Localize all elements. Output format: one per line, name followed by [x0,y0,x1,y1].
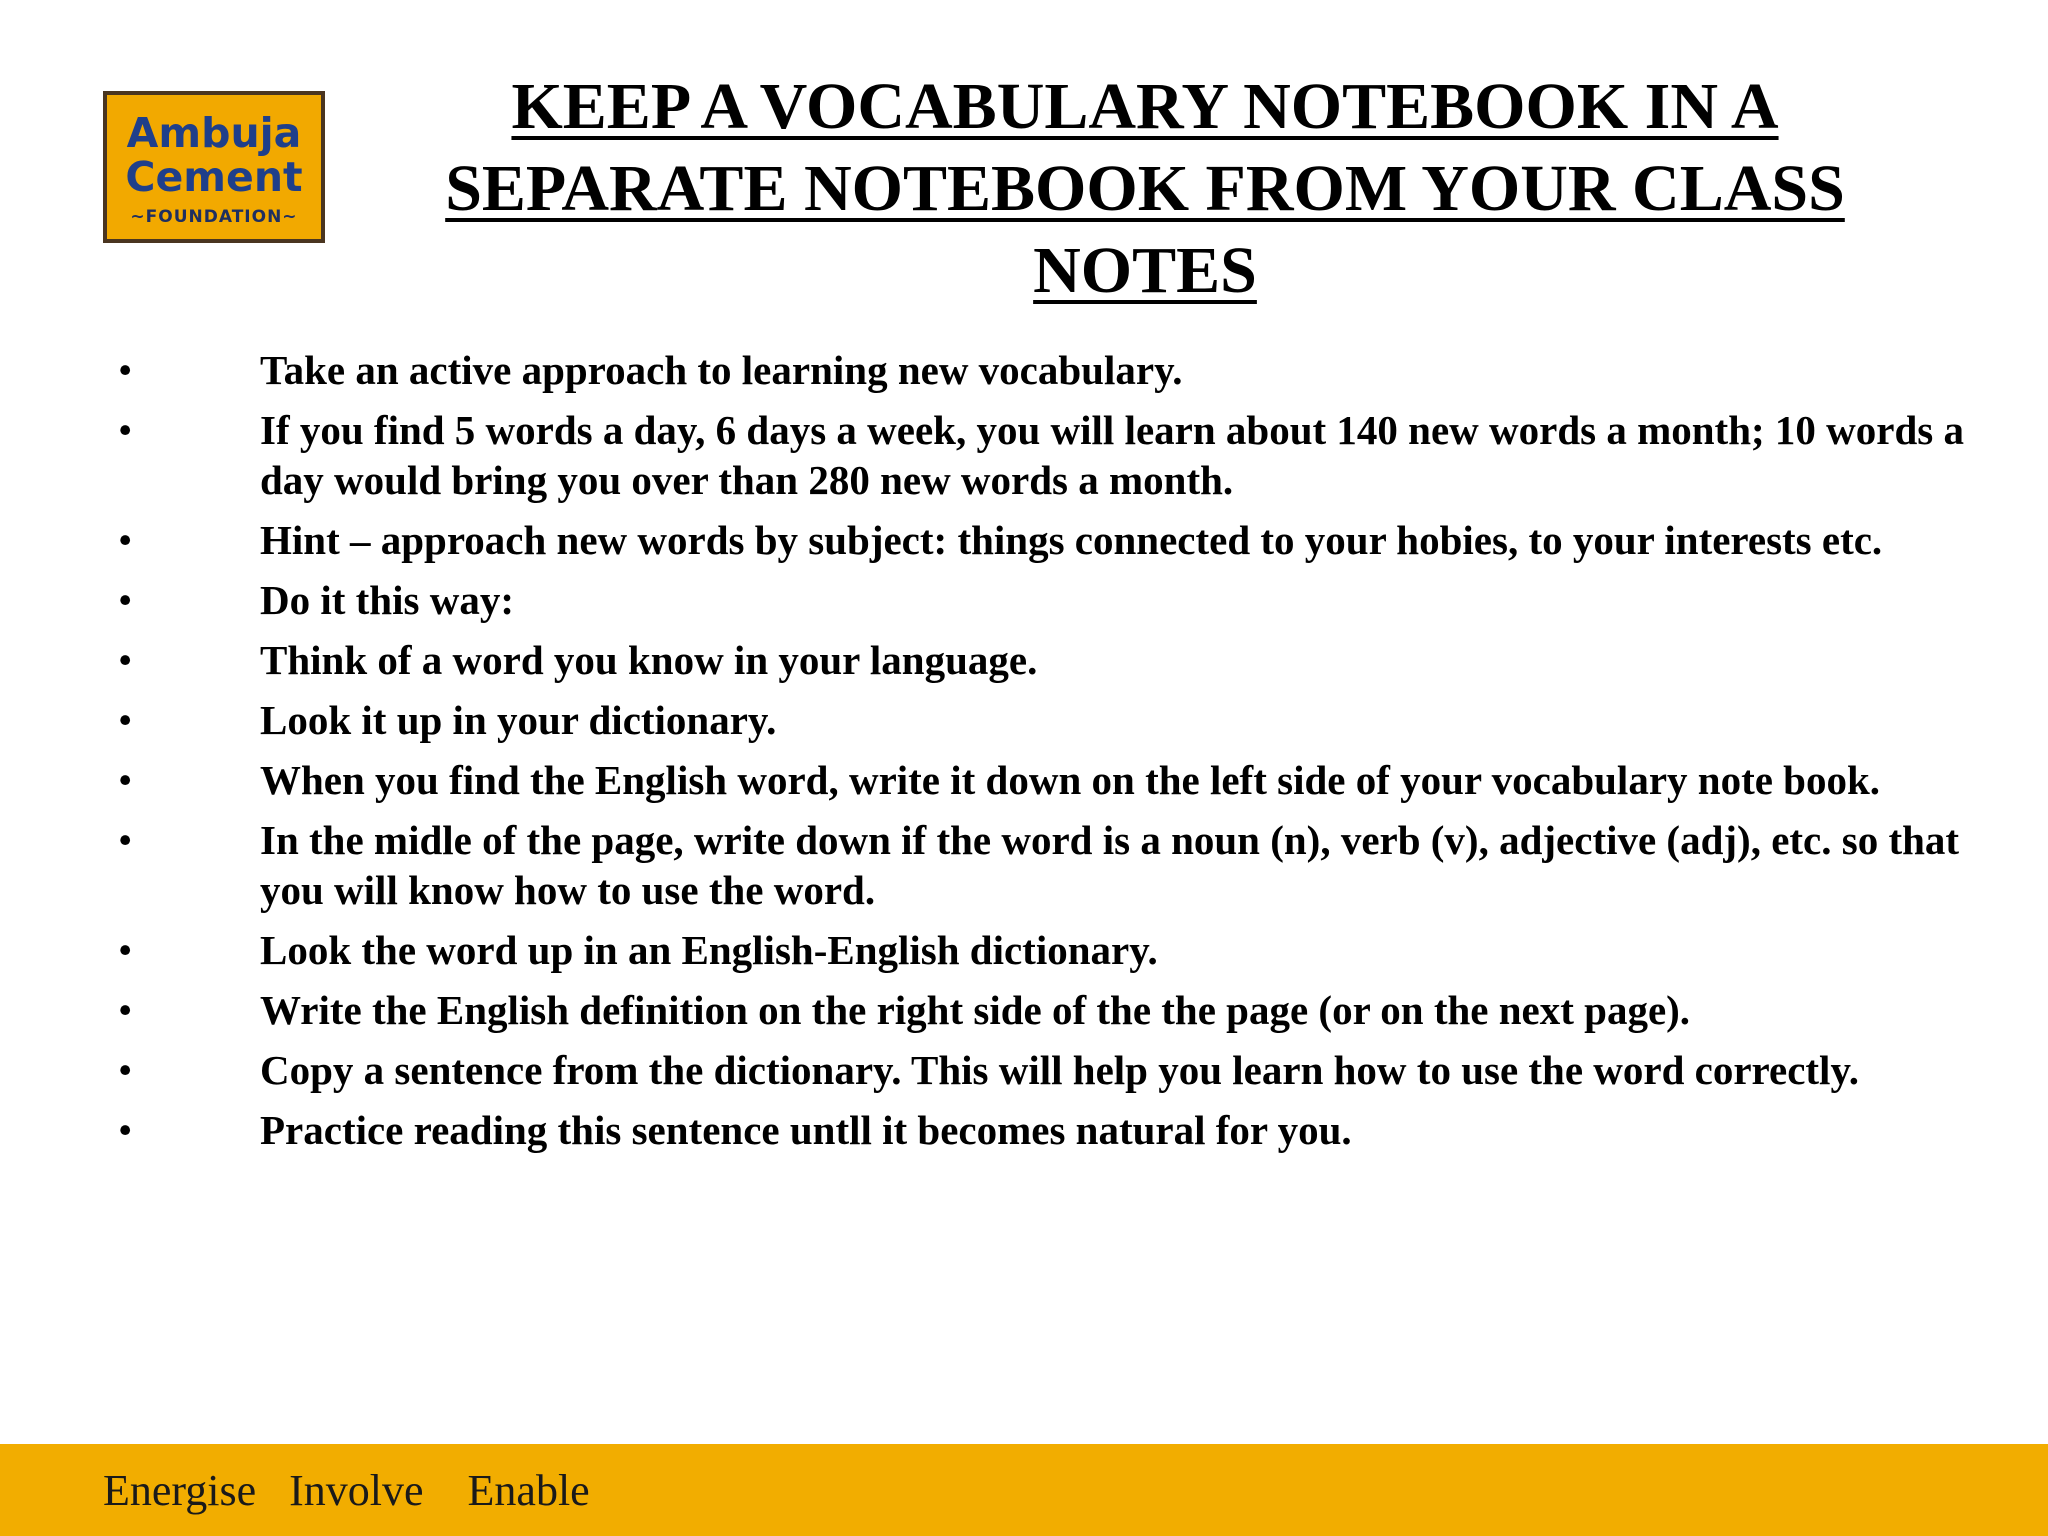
bullet-dot-icon: • [118,1107,133,1153]
bullet-item [118,515,1998,565]
bullet-text: If you find 5 words a day, 6 days a week, you will learn about 140 new words a month; 10 words a day would bring you over than 280 new words a month. [260,407,1964,503]
bullet-dot-icon: • [118,927,133,973]
bullet-item [118,755,1998,805]
bullet-item [118,635,1998,685]
ambuja-cement-foundation-logo [103,91,325,243]
bullet-text: Think of a word you know in your language. [260,637,1038,683]
bullet-dot-icon: • [118,697,133,743]
bullet-item [118,345,1998,395]
footer-tagline: Energise Involve Enable [103,1466,590,1515]
bullet-dot-icon: • [118,1047,133,1093]
footer-bar [0,1444,2048,1536]
bullet-dot-icon: • [118,987,133,1033]
bullet-dot-icon: • [118,347,133,393]
bullet-item [118,925,1998,975]
logo-line-ambuja: Ambuja [126,109,302,157]
logo-line-cement: Cement [125,153,303,201]
bullet-dot-icon: • [118,517,133,563]
bullet-item [118,695,1998,745]
bullet-text: Do it this way: [260,577,514,623]
bullet-dot-icon: • [118,637,133,683]
bullet-item [118,815,1998,915]
bullet-text: Look the word up in an English-English dictionary. [260,927,1158,973]
bullet-text: Look it up in your dictionary. [260,697,777,743]
bullet-text: Hint – approach new words by subject: things connected to your hobies, to your interests etc. [260,517,1883,563]
bullet-dot-icon: • [118,407,133,453]
slide-title [345,66,1945,312]
bullet-dot-icon: • [118,577,133,623]
bullet-item [118,405,1998,505]
bullet-dot-icon: • [118,817,133,863]
bullet-text: When you find the English word, write it down on the left side of your vocabulary note book. [260,757,1881,803]
slide-title-text: KEEP A VOCABULARY NOTEBOOK IN A SEPARATE NOTEBOOK FROM YOUR CLASS NOTES [445,70,1845,307]
bullet-item [118,985,1998,1035]
bullet-text: Practice reading this sentence untll it becomes natural for you. [260,1107,1352,1153]
bullet-item [118,1105,1998,1155]
bullet-item [118,1045,1998,1095]
bullet-dot-icon: • [118,757,133,803]
bullet-text: In the midle of the page, write down if the word is a noun (n), verb (v), adjective (adj), etc. so that you will know how to use the word. [260,817,1960,913]
bullet-text: Take an active approach to learning new vocabulary. [260,347,1183,393]
bullet-text: Write the English definition on the right side of the the page (or on the next page). [260,987,1691,1033]
bullet-item [118,575,1998,625]
logo-line-foundation: ~FOUNDATION~ [130,207,298,227]
bullet-list [118,345,1998,1165]
bullet-text: Copy a sentence from the dictionary. This will help you learn how to use the word correctly. [260,1047,1859,1093]
